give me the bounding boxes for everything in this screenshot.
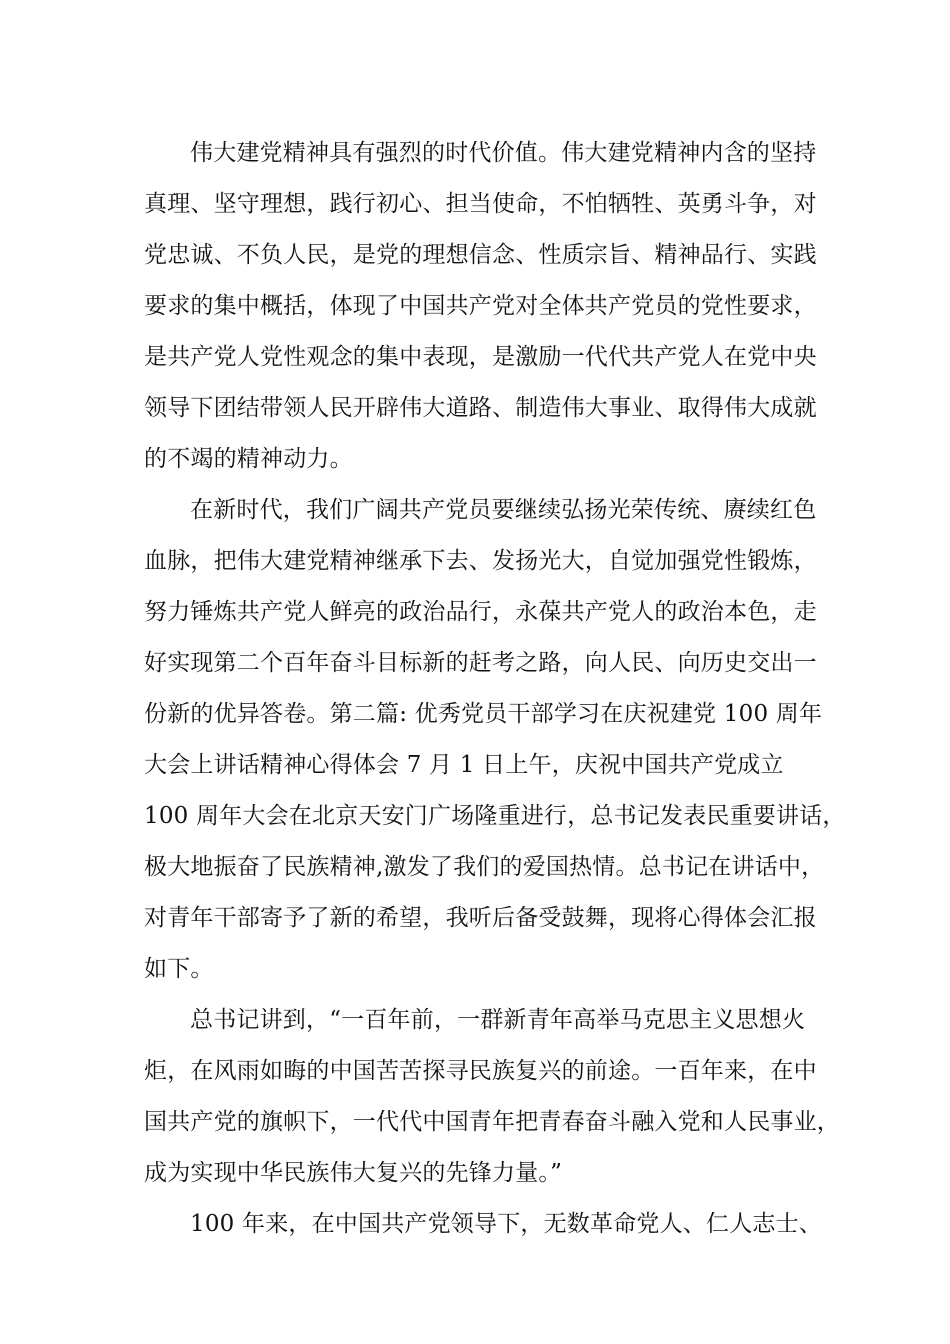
paragraph-line: 100 周年大会在北京天安门广场隆重进行，总书记发表民重要讲话， [144, 803, 846, 829]
paragraph-line: 极大地振奋了民族精神,激发了我们的爱国热情。总书记在讲话中， [144, 854, 825, 880]
paragraph-line: 努力锤炼共产党人鲜亮的政治品行，永葆共产党人的政治本色，走 [144, 599, 817, 625]
paragraph-line: 大会上讲话精神心得体会 7 月 1 日上午，庆祝中国共产党成立 [144, 752, 784, 778]
document-body [144, 128, 846, 1250]
paragraph-line: 领导下团结带领人民开辟伟大道路、制造伟大事业、取得伟大成就 [144, 395, 817, 421]
paragraph-line: 炬，在风雨如晦的中国苦苦探寻民族复兴的前途。一百年来，在中 [144, 1058, 817, 1084]
paragraph-line: 份新的优异答卷。第二篇: 优秀党员干部学习在庆祝建党 100 周年 [144, 701, 823, 727]
paragraph-line: 总书记讲到，“一百年前，一群新青年高举马克思主义思想火 [190, 1007, 806, 1033]
paragraph-line: 党忠诚、不负人民，是党的理想信念、性质宗旨、精神品行、实践 [144, 242, 817, 268]
paragraph-line: 好实现第二个百年奋斗目标新的赶考之路，向人民、向历史交出一 [144, 650, 817, 676]
paragraph-line: 对青年干部寄予了新的希望，我听后备受鼓舞，现将心得体会汇报 [144, 905, 817, 931]
paragraph-line: 是共产党人党性观念的集中表现，是激励一代代共产党人在党中央 [144, 344, 817, 370]
paragraph-line: 的不竭的精神动力。 [144, 446, 353, 472]
paragraph-line: 真理、坚守理想，践行初心、担当使命，不怕牺牲、英勇斗争，对 [144, 191, 817, 217]
paragraph-line: 如下。 [144, 956, 214, 982]
paragraph-line: 血脉，把伟大建党精神继承下去、发扬光大，自觉加强党性锻炼， [144, 548, 817, 574]
paragraph-line: 成为实现中华民族伟大复兴的先锋力量。” [144, 1160, 563, 1186]
paragraph-line: 伟大建党精神具有强烈的时代价值。伟大建党精神内含的坚持 [190, 140, 817, 166]
paragraph-line: 要求的集中概括，体现了中国共产党对全体共产党员的党性要求， [144, 293, 817, 319]
paragraph-line: 100 年来，在中国共产党领导下，无数革命党人、仁人志士、 [190, 1211, 823, 1237]
paragraph-line: 国共产党的旗帜下，一代代中国青年把青春奋斗融入党和人民事业， [144, 1109, 840, 1135]
paragraph-line: 在新时代，我们广阔共产党员要继续弘扬光荣传统、赓续红色 [190, 497, 817, 523]
